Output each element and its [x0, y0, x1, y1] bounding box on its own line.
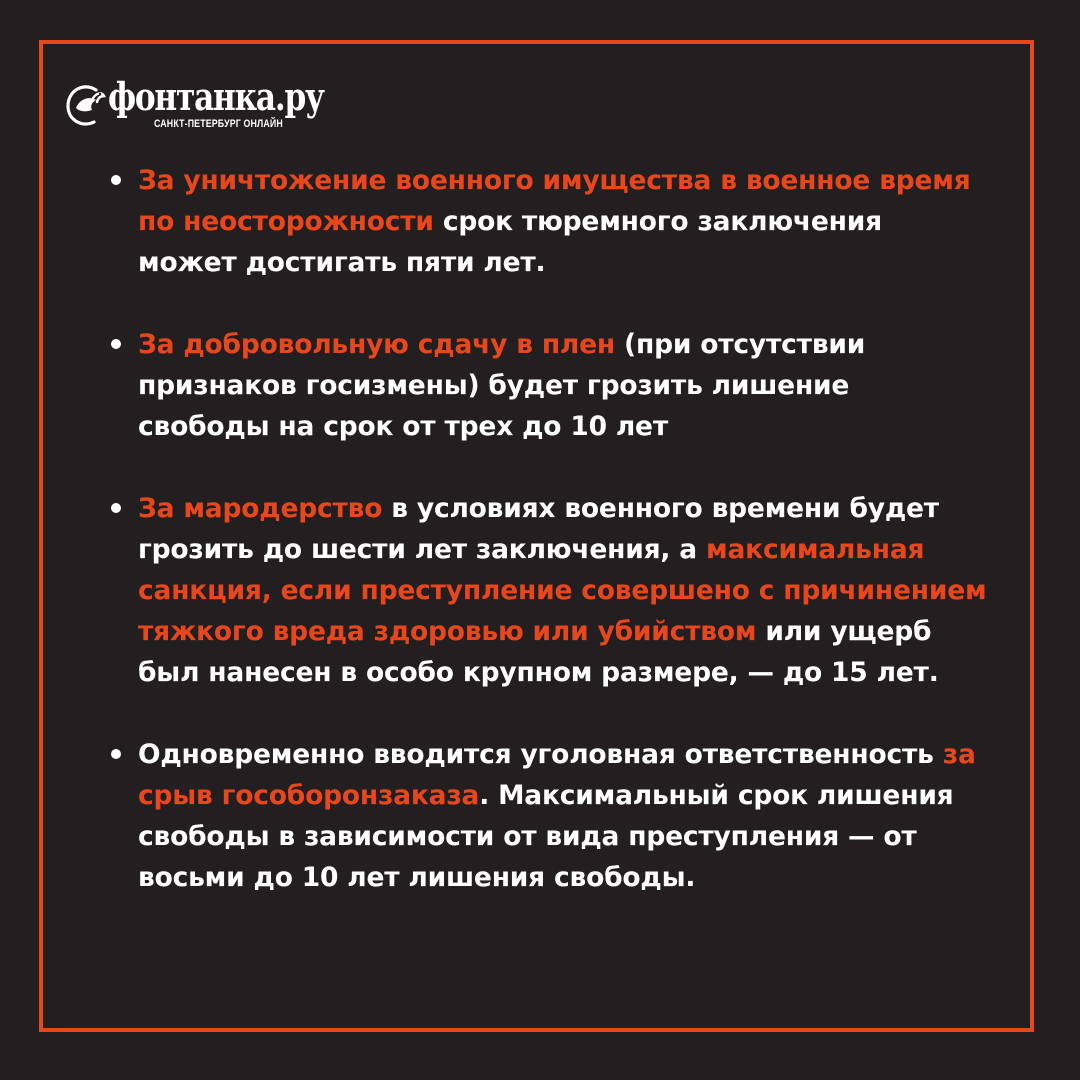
- list-item: [108, 488, 988, 693]
- fontanka-logo: [62, 74, 371, 134]
- body-text: (при отсутствии признаков госизмены) будет грозить лишение свободы на срок от трех до 10 лет: [138, 329, 866, 442]
- body-text: Одновременно вводится уголовная ответственность: [138, 739, 943, 770]
- list-item: [108, 160, 988, 283]
- bullet-icon: [111, 339, 121, 349]
- body-text: . Максимальный срок лишения свободы в зависимости от вида преступления — от восьми до 10 лет лишения свободы.: [138, 780, 954, 893]
- highlight-text: За мародерство: [138, 493, 383, 524]
- list-item: [108, 324, 988, 447]
- points-list: [108, 160, 988, 939]
- body-text: или ущерб был нанесен в особо крупном размере, — до 15 лет.: [138, 616, 939, 688]
- list-item: [108, 734, 988, 898]
- bullet-icon: [111, 175, 121, 185]
- body-text: в условиях военного времени будет грозить до шести лет заключения, а: [138, 493, 939, 565]
- swan-icon: [62, 78, 106, 130]
- logo-tagline: САНКТ-ПЕТЕРБУРГ ОНЛАЙН: [154, 118, 283, 130]
- highlight-text: За добровольную сдачу в плен: [138, 329, 616, 360]
- bullet-icon: [111, 749, 121, 759]
- body-text: срок тюремного заключения может достигать пяти лет.: [138, 206, 882, 278]
- highlight-text: За уничтожение военного имущества в военное время по неосторожности: [138, 165, 971, 237]
- bullet-icon: [111, 503, 121, 513]
- logo-wordmark: фонтанка.ру: [108, 74, 324, 119]
- highlight-text: за срыв гособоронзаказа: [138, 739, 976, 811]
- highlight-text: максимальная санкция, если преступление совершено с причинением тяжкого вреда здоровью или убийством: [138, 534, 987, 647]
